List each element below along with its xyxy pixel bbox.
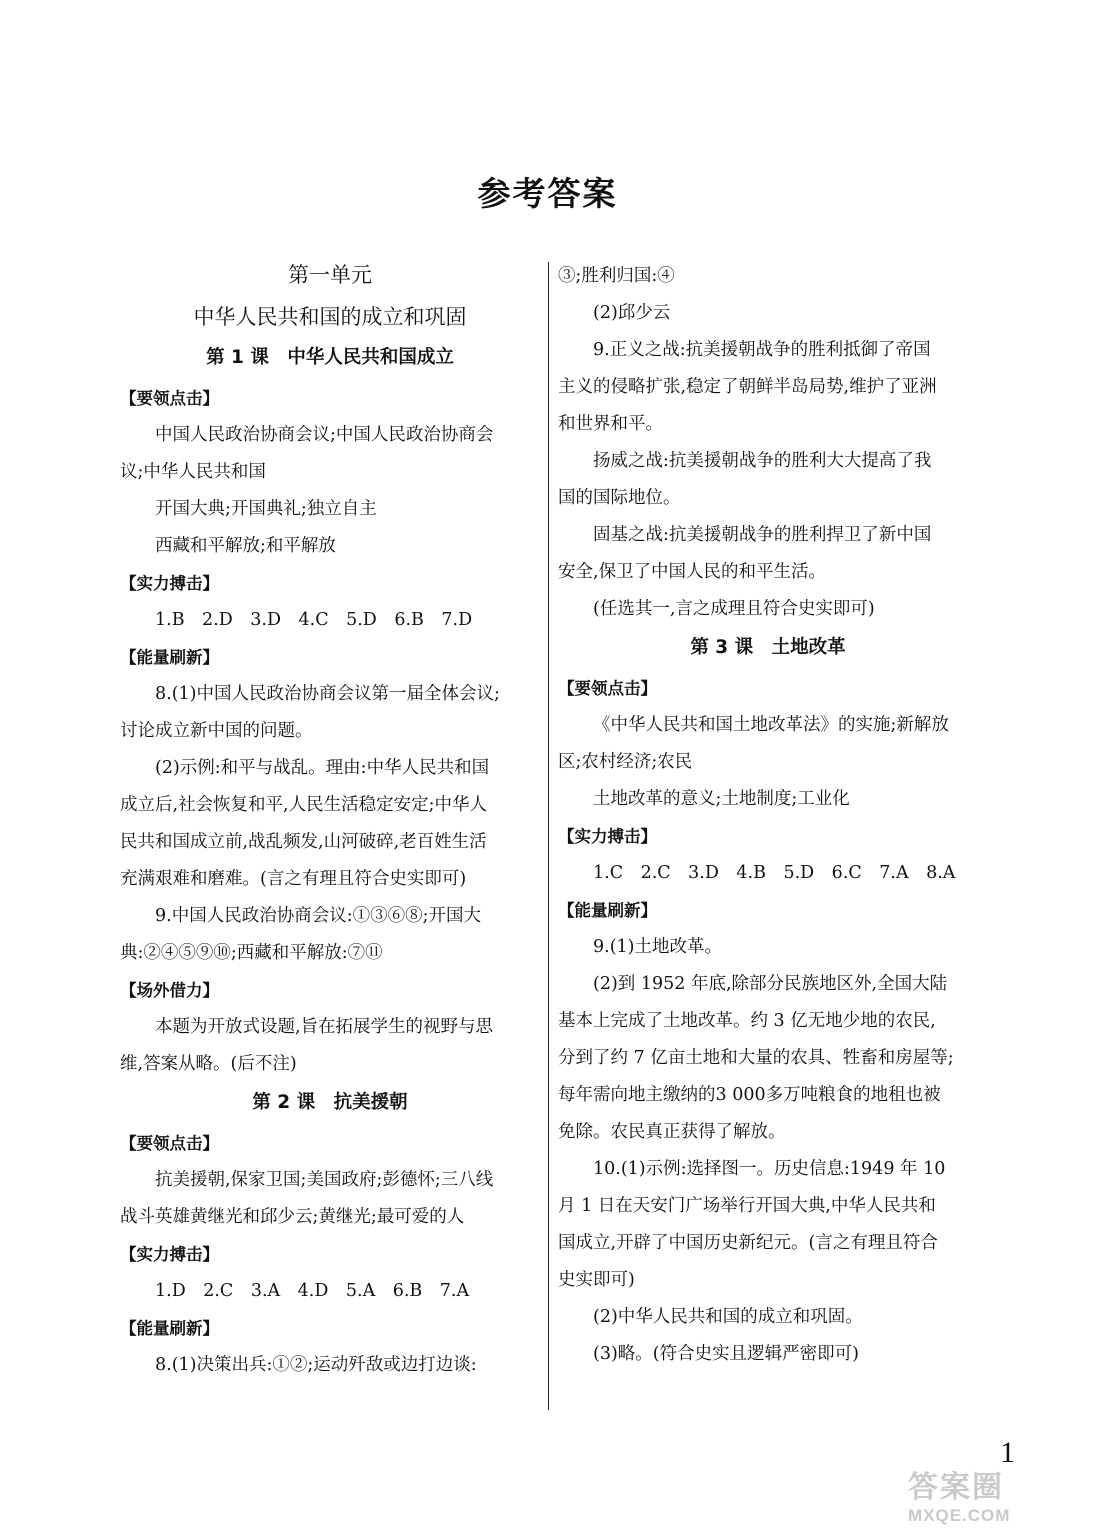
answer-line: 区;农村经济;农民: [558, 752, 693, 772]
answer-paragraph: 9.正义之战:抗美援朝战争的胜利抵御了帝国: [593, 340, 931, 360]
answer-paragraph: 10.(1)示例:选择图一。历史信息:1949 年 10: [593, 1159, 946, 1179]
lesson-title: 第 1 课 中华人民共和国成立: [206, 347, 454, 368]
answer-paragraph: 抗美援朝,保家卫国;美国政府;彭德怀;三八线: [155, 1170, 494, 1190]
answer-line: 典:②④⑤⑨⑩;西藏和平解放:⑦⑪: [120, 943, 383, 963]
answer-paragraph: 土地改革的意义;土地制度;工业化: [593, 789, 850, 809]
page-title: 参考答案: [477, 174, 618, 213]
answer-line: 议;中华人民共和国: [120, 462, 266, 482]
section-heading: 【要领点击】: [558, 679, 657, 698]
page-number: 1: [1000, 1436, 1015, 1469]
answer-line: 基本上完成了土地改革。约 3 亿无地少地的农民,: [558, 1011, 936, 1031]
answer-paragraph: 扬威之战:抗美援朝战争的胜利大大提高了我: [593, 451, 932, 471]
watermark-title: 答案圈: [908, 1470, 1004, 1505]
answer-line: 成立后,社会恢复和平,人民生活稳定安定;中华人: [120, 795, 488, 815]
answer-paragraph: 1.B 2.D 3.D 4.C 5.D 6.B 7.D: [155, 610, 473, 630]
answer-paragraph: 9.中国人民政治协商会议:①③⑥⑧;开国大: [155, 906, 481, 926]
column-divider: [548, 262, 549, 1410]
answer-paragraph: 中国人民政治协商会议;中国人民政治协商会: [155, 425, 494, 445]
answer-line: 国的国际地位。: [558, 488, 681, 508]
answer-paragraph: (2)邱少云: [593, 303, 671, 323]
answer-line: ③;胜利归国:④: [558, 266, 675, 286]
answer-paragraph: (2)中华人民共和国的成立和巩固。: [593, 1307, 863, 1327]
section-heading: 【实力搏击】: [120, 574, 219, 593]
section-heading: 【要领点击】: [120, 1134, 219, 1153]
answer-line: 每年需向地主缴纳的3 000多万吨粮食的地租也被: [558, 1085, 941, 1105]
answer-paragraph: 本题为开放式设题,旨在拓展学生的视野与思: [155, 1017, 494, 1037]
watermark-logo: [908, 1470, 1088, 1530]
unit-title: 第一单元: [288, 263, 372, 287]
answer-line: 分到了约 7 亿亩土地和大量的农具、牲畜和房屋等;: [558, 1048, 954, 1068]
right-column: [558, 258, 978, 1373]
section-heading: 【场外借力】: [120, 981, 219, 1000]
answer-paragraph: 西藏和平解放;和平解放: [155, 536, 336, 556]
answer-paragraph: 8.(1)中国人民政治协商会议第一届全体会议;: [155, 684, 500, 704]
watermark-url: MXQE.COM: [908, 1506, 1011, 1525]
section-heading: 【要领点击】: [120, 389, 219, 408]
answer-line: 史实即可): [558, 1270, 635, 1290]
answer-paragraph: (任选其一,言之成理且符合史实即可): [593, 599, 875, 619]
answer-line: 和世界和平。: [558, 414, 663, 434]
answer-line: 主义的侵略扩张,稳定了朝鲜半岛局势,维护了亚洲: [558, 377, 937, 397]
answer-paragraph: 1.D 2.C 3.A 4.D 5.A 6.B 7.A: [155, 1281, 470, 1301]
answer-line: 月 1 日在天安门广场举行开国大典,中华人民共和: [558, 1196, 936, 1216]
answer-line: 充满艰难和磨难。(言之有理且符合史实即可): [120, 869, 467, 889]
lesson-title: 第 3 课 土地改革: [690, 637, 846, 658]
answer-paragraph: 8.(1)决策出兵:①②;运动歼敌或边打边谈:: [155, 1355, 477, 1375]
answer-line: 维,答案从略。(后不注): [120, 1054, 297, 1074]
section-heading: 【实力搏击】: [120, 1245, 219, 1264]
lesson-title: 第 2 课 抗美援朝: [252, 1092, 408, 1113]
answer-paragraph: 1.C 2.C 3.D 4.B 5.D 6.C 7.A 8.A: [593, 863, 956, 883]
section-heading: 【能量刷新】: [120, 648, 219, 667]
unit-title: 中华人民共和国的成立和巩固: [193, 305, 467, 329]
section-heading: 【能量刷新】: [120, 1319, 219, 1338]
answer-paragraph: 开国大典;开国典礼;独立自主: [155, 499, 377, 519]
answer-line: 免除。农民真正获得了解放。: [558, 1122, 786, 1142]
answer-line: 安全,保卫了中国人民的和平生活。: [558, 562, 827, 582]
section-heading: 【实力搏击】: [558, 827, 657, 846]
answer-line: 民共和国成立前,战乱频发,山河破碎,老百姓生活: [120, 832, 487, 852]
section-heading: 【能量刷新】: [558, 901, 657, 920]
answer-line: 战斗英雄黄继光和邱少云;黄继光;最可爱的人: [120, 1207, 465, 1227]
answer-line: 国成立,开辟了中国历史新纪元。(言之有理且符合: [558, 1233, 938, 1253]
answer-line: 讨论成立新中国的问题。: [120, 721, 313, 741]
answer-paragraph: (2)到 1952 年底,除部分民族地区外,全国大陆: [593, 974, 948, 994]
answer-paragraph: (2)示例:和平与战乱。理由:中华人民共和国: [155, 758, 490, 778]
answer-paragraph: 固基之战:抗美援朝战争的胜利捍卫了新中国: [593, 525, 932, 545]
answer-paragraph: 9.(1)土地改革。: [593, 937, 722, 957]
answer-paragraph: (3)略。(符合史实且逻辑严密即可): [593, 1344, 859, 1364]
answer-paragraph: 《中华人民共和国土地改革法》的实施;新解放: [593, 715, 949, 735]
left-column: [120, 254, 540, 1384]
